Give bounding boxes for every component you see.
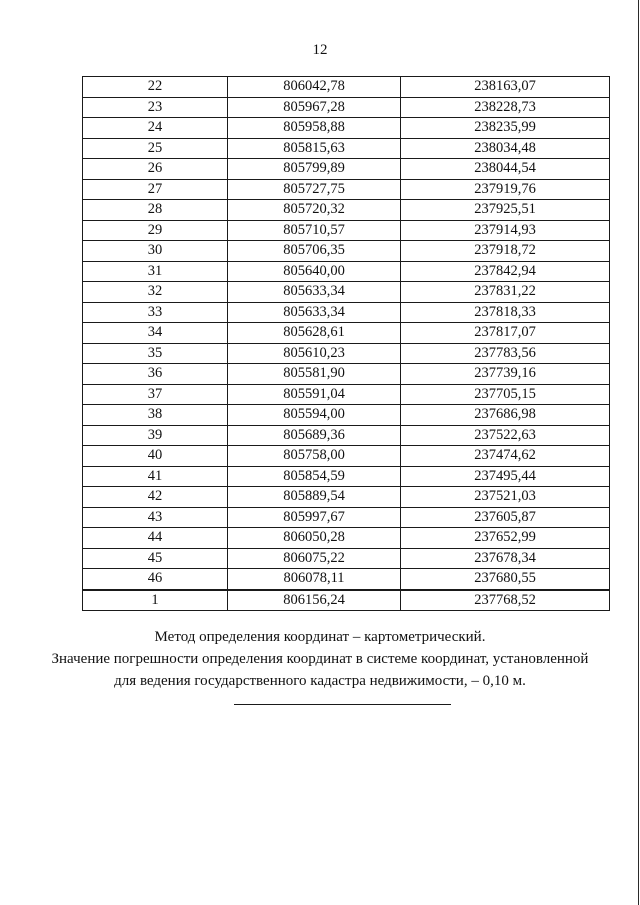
table-row [83, 118, 610, 139]
point-number-cell: 44 [83, 528, 228, 549]
page-number: 12 [312, 42, 328, 58]
point-number-cell: 33 [83, 302, 228, 323]
point-number-cell: 1 [83, 590, 228, 611]
point-number-cell: 26 [83, 159, 228, 180]
point-number-cell: 31 [83, 261, 228, 282]
x-coordinate-cell: 805640,00 [228, 261, 401, 282]
point-number-cell: 25 [83, 138, 228, 159]
x-coordinate-cell: 805720,32 [228, 200, 401, 221]
x-coordinate-cell: 805628,61 [228, 323, 401, 344]
y-coordinate-cell: 237817,07 [401, 323, 610, 344]
point-number-cell: 24 [83, 118, 228, 139]
x-coordinate-cell: 806078,11 [228, 569, 401, 590]
point-number-cell: 43 [83, 507, 228, 528]
x-coordinate-cell: 805997,67 [228, 507, 401, 528]
x-coordinate-cell: 805958,88 [228, 118, 401, 139]
x-coordinate-cell: 805889,54 [228, 487, 401, 508]
coordinates-table [82, 76, 610, 611]
x-coordinate-cell: 806156,24 [228, 590, 401, 611]
point-number-cell: 27 [83, 179, 228, 200]
y-coordinate-cell: 237495,44 [401, 466, 610, 487]
y-coordinate-cell: 237474,62 [401, 446, 610, 467]
y-coordinate-cell: 237925,51 [401, 200, 610, 221]
table-row [83, 384, 610, 405]
x-coordinate-cell: 806042,78 [228, 77, 401, 98]
y-coordinate-cell: 238228,73 [401, 97, 610, 118]
point-number-cell: 39 [83, 425, 228, 446]
table-row [83, 364, 610, 385]
x-coordinate-cell: 805610,23 [228, 343, 401, 364]
table-row [83, 159, 610, 180]
coordinates-table-body [83, 77, 610, 611]
y-coordinate-cell: 237919,76 [401, 179, 610, 200]
point-number-cell: 41 [83, 466, 228, 487]
table-row [83, 528, 610, 549]
table-row [83, 548, 610, 569]
x-coordinate-cell: 805689,36 [228, 425, 401, 446]
accuracy-note-line-1: Значение погрешности определения координат в системе координат, установленной [51, 651, 589, 667]
table-row [83, 323, 610, 344]
table-row [83, 569, 610, 590]
x-coordinate-cell: 805727,75 [228, 179, 401, 200]
table-row [83, 77, 610, 98]
table-row [83, 590, 610, 611]
y-coordinate-cell: 237783,56 [401, 343, 610, 364]
point-number-cell: 45 [83, 548, 228, 569]
point-number-cell: 29 [83, 220, 228, 241]
y-coordinate-cell: 237680,55 [401, 569, 610, 590]
table-row [83, 507, 610, 528]
point-number-cell: 34 [83, 323, 228, 344]
point-number-cell: 46 [83, 569, 228, 590]
table-row [83, 241, 610, 262]
table-row [83, 282, 610, 303]
table-row [83, 405, 610, 426]
point-number-cell: 38 [83, 405, 228, 426]
y-coordinate-cell: 237842,94 [401, 261, 610, 282]
x-coordinate-cell: 805633,34 [228, 282, 401, 303]
table-row [83, 220, 610, 241]
point-number-cell: 32 [83, 282, 228, 303]
x-coordinate-cell: 805967,28 [228, 97, 401, 118]
y-coordinate-cell: 237522,63 [401, 425, 610, 446]
table-row [83, 425, 610, 446]
y-coordinate-cell: 237652,99 [401, 528, 610, 549]
table-row [83, 261, 610, 282]
x-coordinate-cell: 805815,63 [228, 138, 401, 159]
point-number-cell: 36 [83, 364, 228, 385]
y-coordinate-cell: 237768,52 [401, 590, 610, 611]
x-coordinate-cell: 805710,57 [228, 220, 401, 241]
table-row [83, 138, 610, 159]
y-coordinate-cell: 237831,22 [401, 282, 610, 303]
notes-block [40, 626, 600, 692]
x-coordinate-cell: 805581,90 [228, 364, 401, 385]
y-coordinate-cell: 238235,99 [401, 118, 610, 139]
point-number-cell: 22 [83, 77, 228, 98]
method-note: Метод определения координат – картометрический. [154, 629, 486, 645]
y-coordinate-cell: 238163,07 [401, 77, 610, 98]
table-row [83, 466, 610, 487]
x-coordinate-cell: 805854,59 [228, 466, 401, 487]
y-coordinate-cell: 237605,87 [401, 507, 610, 528]
x-coordinate-cell: 805633,34 [228, 302, 401, 323]
y-coordinate-cell: 237686,98 [401, 405, 610, 426]
point-number-cell: 40 [83, 446, 228, 467]
x-coordinate-cell: 805591,04 [228, 384, 401, 405]
y-coordinate-cell: 237914,93 [401, 220, 610, 241]
table-row [83, 302, 610, 323]
accuracy-note-line-2: для ведения государственного кадастра недвижимости, – 0,10 м. [114, 673, 526, 689]
x-coordinate-cell: 806050,28 [228, 528, 401, 549]
y-coordinate-cell: 237739,16 [401, 364, 610, 385]
point-number-cell: 42 [83, 487, 228, 508]
point-number-cell: 28 [83, 200, 228, 221]
page-edge-line [638, 0, 639, 905]
point-number-cell: 35 [83, 343, 228, 364]
y-coordinate-cell: 237521,03 [401, 487, 610, 508]
y-coordinate-cell: 237705,15 [401, 384, 610, 405]
point-number-cell: 23 [83, 97, 228, 118]
table-row [83, 97, 610, 118]
x-coordinate-cell: 806075,22 [228, 548, 401, 569]
x-coordinate-cell: 805799,89 [228, 159, 401, 180]
table-row [83, 446, 610, 467]
point-number-cell: 30 [83, 241, 228, 262]
y-coordinate-cell: 237818,33 [401, 302, 610, 323]
x-coordinate-cell: 805758,00 [228, 446, 401, 467]
table-row [83, 179, 610, 200]
table-row [83, 343, 610, 364]
y-coordinate-cell: 237678,34 [401, 548, 610, 569]
y-coordinate-cell: 238034,48 [401, 138, 610, 159]
x-coordinate-cell: 805594,00 [228, 405, 401, 426]
point-number-cell: 37 [83, 384, 228, 405]
table-row [83, 487, 610, 508]
x-coordinate-cell: 805706,35 [228, 241, 401, 262]
closing-rule [234, 704, 451, 705]
table-row [83, 200, 610, 221]
y-coordinate-cell: 237918,72 [401, 241, 610, 262]
y-coordinate-cell: 238044,54 [401, 159, 610, 180]
